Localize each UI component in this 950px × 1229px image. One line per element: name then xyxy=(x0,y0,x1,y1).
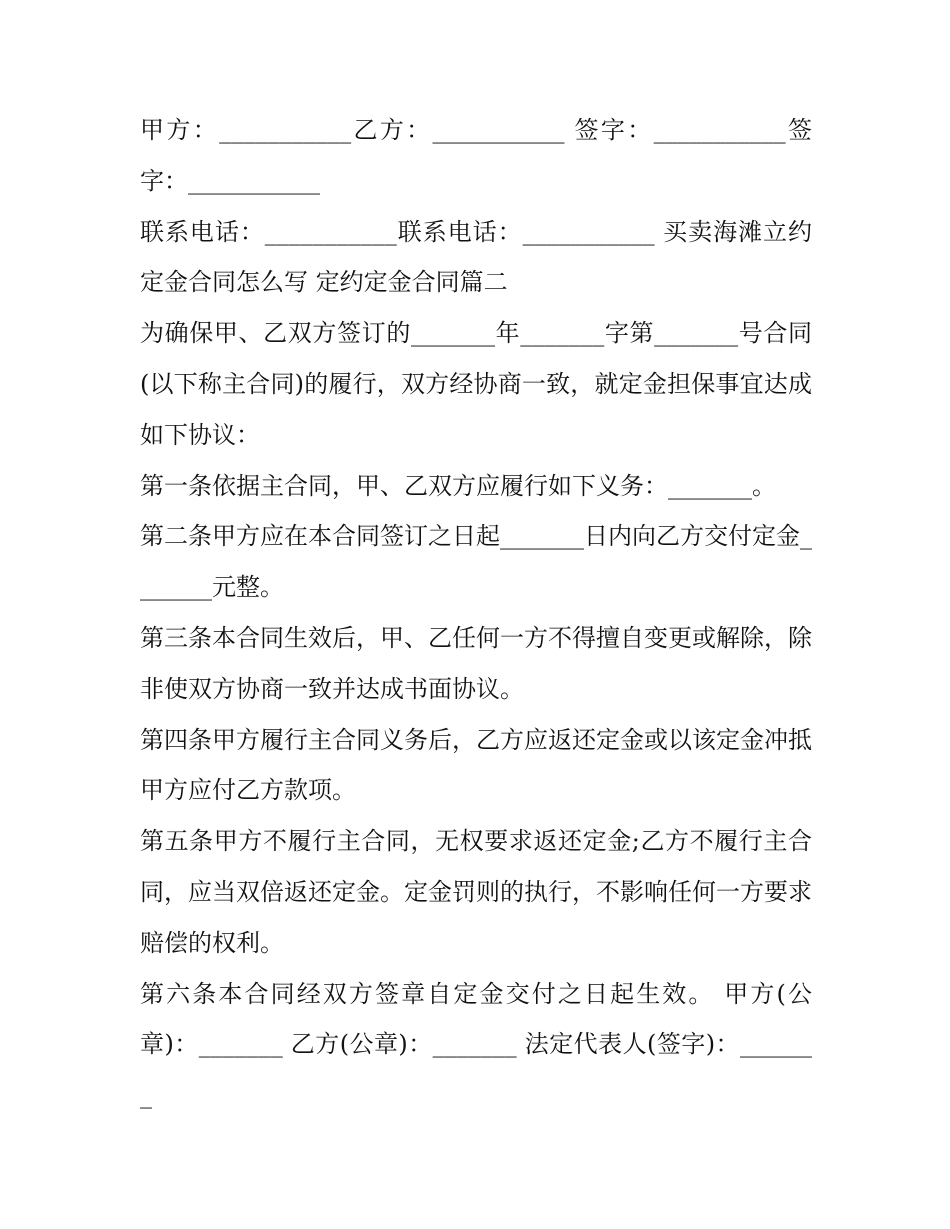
article-2: 第二条甲方应在本合同签订之日起_______日内向乙方交付定金_______元整。 xyxy=(140,522,812,602)
document-body xyxy=(140,105,812,1121)
article-6-and-signatures: 第六条本合同经双方签章自定金交付之日起生效。 甲方(公章)：_______ 乙方(公章)：_______ 法定代表人(签字)：_______ xyxy=(140,979,812,1110)
article-5: 第五条甲方不履行主合同，无权要求返还定金;乙方不履行主合同，应当双倍返还定金。定金罚则的执行，不影响任何一方要求赔偿的权利。 xyxy=(140,827,812,957)
contact-and-section-title: 联系电话：___________联系电话：___________ 买卖海滩立约定金合同怎么写 定约定金合同篇二 xyxy=(140,217,812,297)
article-3: 第三条本合同生效后，甲、乙任何一方不得擅自变更或解除，除非使双方协商一致并达成书面协议。 xyxy=(140,623,812,703)
contract-preamble: 为确保甲、乙双方签订的_______年_______字第_______号合同(以下称主合同)的履行，双方经协商一致，就定金担保事宜达成如下协议： xyxy=(140,319,812,449)
signature-line: 甲方：___________乙方：___________ 签字：___________签字：___________ xyxy=(140,116,812,195)
article-4: 第四条甲方履行主合同义务后，乙方应返还定金或以该定金冲抵甲方应付乙方款项。 xyxy=(140,725,812,805)
article-1: 第一条依据主合同，甲、乙双方应履行如下义务：_______。 xyxy=(140,471,776,500)
